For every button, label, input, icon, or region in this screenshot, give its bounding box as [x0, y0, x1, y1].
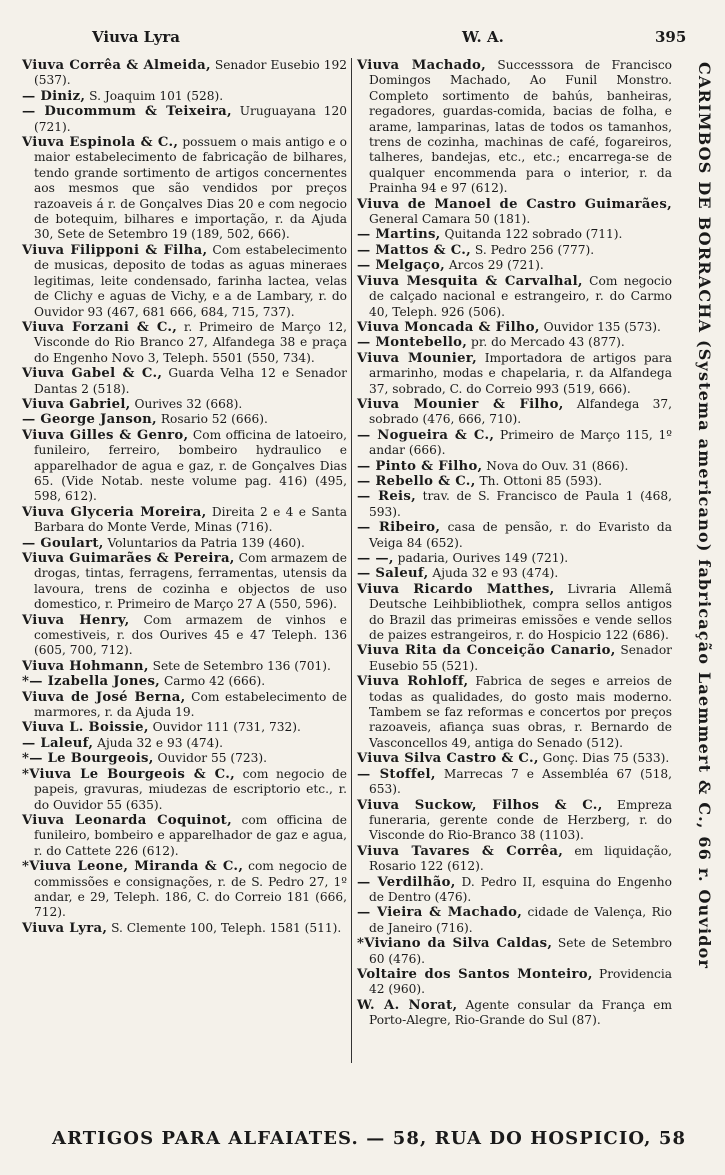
entry-text: casa de pensão, r. do Evaristo da Veiga 84 (652). — [369, 520, 672, 550]
entry-name: Viuva Mounier, — [357, 350, 477, 366]
entry-name: Viuva Gilles & Genro, — [22, 427, 189, 443]
entry-text: Guarda Velha 12 e Senador Dantas 2 (518). — [34, 366, 347, 396]
entry-name: — Ribeiro, — [357, 520, 441, 536]
directory-entry — [357, 967, 672, 998]
entry-text: Carmo 42 (666). — [160, 674, 266, 689]
directory-entry — [22, 135, 347, 243]
entry-name: — Rebello & C., — [357, 473, 476, 489]
entry-text: Com negocio de calçado nacional e estrangeiro, r. do Carmo 40, Teleph. 926 (506). — [369, 273, 672, 319]
entry-name: — Saleuf, — [357, 566, 429, 582]
left-column — [22, 58, 352, 1063]
directory-entry — [22, 736, 347, 751]
entry-text: Com armazem de drogas, tintas, ferragens, ferramentas, utensis da lavoura, trens de cozinha e objectos de uso domestico, r. Primeiro de Março 27 A (550, 596). — [34, 551, 347, 612]
entry-text: Ouvidor 111 (731, 732). — [148, 720, 301, 735]
entry-name: Viuva Suckow, Filhos & C., — [357, 797, 603, 813]
entry-text: Com estabelecimento de marmores, r. da Ajuda 19. — [34, 689, 347, 720]
entry-name: *Viviano da Silva Caldas, — [357, 936, 553, 952]
directory-entry — [357, 674, 672, 751]
directory-entry — [22, 320, 347, 366]
right-column — [357, 58, 672, 1029]
directory-entry — [22, 536, 347, 551]
entry-text: Senador Eusebio 192 (537). — [34, 58, 347, 88]
entry-text: Ouvidor 55 (723). — [153, 751, 268, 766]
entry-text: Rosario 52 (666). — [156, 412, 268, 427]
directory-entry — [22, 674, 347, 689]
entry-text: Uruguayana 120 (721). — [34, 104, 348, 134]
entry-text: Alfandega 37, sobrado (476, 666, 710). — [369, 396, 673, 427]
entry-text: Sete de Setembro 136 (701). — [148, 658, 331, 673]
entry-text: com negocio de commissões e consignações, r. de S. Pedro 27, 1º andar, e 29, Teleph. 186, C. do Correio 181 (666, 712). — [34, 859, 347, 920]
entry-name: Viuva Rita da Conceição Canario, — [357, 643, 616, 659]
entry-name: — Nogueira & C., — [357, 427, 495, 443]
directory-entry — [357, 751, 672, 766]
entry-name: — Montebello, — [357, 335, 468, 351]
directory-entry — [22, 428, 347, 505]
directory-entry — [357, 197, 672, 228]
entry-name: — Vieira & Machado, — [357, 905, 523, 921]
entry-text: S. Joaquim 101 (528). — [85, 88, 224, 103]
entry-name: — George Janson, — [22, 412, 157, 428]
directory-entry — [357, 582, 672, 644]
entry-name: Viuva Glyceria Moreira, — [22, 504, 207, 520]
directory-entry — [357, 798, 672, 844]
entry-name: Viuva Leonarda Coquinot, — [22, 812, 232, 828]
entry-name: — Stoffel, — [357, 766, 436, 782]
entry-name: Viuva Gabriel, — [22, 396, 131, 412]
directory-entry — [22, 397, 347, 412]
entry-name: Viuva Mounier & Filho, — [357, 396, 564, 412]
directory-entry — [357, 243, 672, 258]
entry-name: Viuva Corrêa & Almeida, — [22, 58, 211, 73]
side-banner-text: CARIMBOS DE BORRACHA (Systema americano) fabricação Laemmert & C., 66 r. Ouvidor — [695, 62, 714, 970]
entry-text: Direita 2 e 4 e Santa Barbara do Monte Verde, Minas (716). — [34, 504, 347, 535]
entry-name: Viuva Guimarães & Pereira, — [22, 551, 235, 566]
entry-text: com officina de funileiro, bombeiro e apparelhador de gaz e agua, r. do Cattete 226 (612). — [34, 812, 347, 858]
directory-entry — [357, 227, 672, 242]
entry-text: Ajuda 32 e 93 (474). — [428, 566, 559, 581]
entry-text: trav. de S. Francisco de Paula 1 (468, 593). — [369, 489, 672, 519]
entry-text: D. Pedro II, esquina do Engenho de Dentro (476). — [369, 874, 672, 904]
entry-text: Marrecas 7 e Assembléa 67 (518, 653). — [369, 766, 672, 797]
entry-name: Viuva Silva Castro & C., — [357, 751, 539, 767]
header-left: Viuva Lyra — [92, 28, 180, 46]
entry-name: Viuva Gabel & C., — [22, 366, 163, 382]
page-header — [0, 28, 725, 52]
entry-text: General Camara 50 (181). — [369, 212, 531, 227]
entry-text: S. Clemente 100, Teleph. 1581 (511). — [107, 920, 342, 935]
entry-text: Providencia 42 (960). — [369, 966, 672, 997]
entry-name: Viuva L. Boissie, — [22, 720, 149, 736]
header-center: W. A. — [462, 28, 504, 46]
directory-entry — [22, 89, 347, 104]
entry-name: Viuva Ricardo Matthes, — [357, 581, 555, 597]
directory-entry — [357, 875, 672, 906]
entry-text: padaria, Ourives 149 (721). — [393, 551, 569, 565]
entry-name: — Pinto & Filho, — [357, 458, 483, 474]
entry-text: Gonç. Dias 75 (533). — [538, 751, 670, 766]
directory-entry — [357, 274, 672, 320]
entry-name: — Verdilhão, — [357, 874, 456, 890]
directory-entry — [22, 613, 347, 659]
directory-entry — [22, 551, 347, 613]
directory-entry — [22, 720, 347, 735]
directory-entry — [357, 258, 672, 273]
entry-name: — Goulart, — [22, 535, 104, 551]
entry-name: — Ducommum & Teixeira, — [22, 104, 232, 120]
directory-entry — [357, 520, 672, 551]
entry-name: — Laleuf, — [22, 735, 94, 751]
directory-entry — [357, 58, 672, 197]
side-advertisement — [680, 62, 720, 1062]
entry-name: *— Izabella Jones, — [22, 674, 161, 690]
entry-text: Empreza funeraria, gerente conde de Herzberg, r. do Visconde do Rio-Branco 38 (1103). — [369, 797, 672, 843]
entry-text: Com estabelecimento de musicas, deposito de todas as aguas mineraes legitimas, leite condensado, farinha lactea, velas de Clichy e aguas de Vichy, e a de Lambary, r. do Ouvidor 93 (467, 681 666, 684, 715, 737). — [34, 242, 347, 319]
entry-name: *— Le Bourgeois, — [22, 751, 154, 767]
directory-entry — [22, 859, 347, 921]
directory-entry — [22, 767, 347, 813]
entry-text: Agente consular da França em Porto-Alegre, Rio-Grande do Sul (87). — [369, 997, 672, 1028]
entry-text: em liquidação, Rosario 122 (612). — [369, 843, 672, 874]
entry-text: Livraria Allemã Deutsche Leihbibliothek, compra sellos antigos do Brazil das primeiras emissões e vende sellos de paizes estrangeiros, r. do Hospicio 122 (686). — [369, 581, 673, 643]
entry-name: Viuva de Manoel de Castro Guimarães, — [357, 196, 672, 212]
entry-name: Viuva Rohloff, — [357, 674, 469, 690]
directory-entry — [357, 397, 672, 428]
entry-name: W. A. Norat, — [357, 997, 458, 1013]
entry-text: Importadora de artigos para armarinho, modas e chapelaria, r. da Alfandega 37, sobrado, C. do Correio 993 (519, 666). — [369, 350, 672, 396]
entry-name: — —, — [357, 551, 394, 566]
directory-entry — [357, 905, 672, 936]
directory-entry — [357, 936, 672, 967]
directory-entry — [357, 551, 672, 566]
entry-name: Voltaire dos Santos Monteiro, — [357, 966, 593, 982]
directory-entry — [22, 505, 347, 536]
entry-name: Viuva Tavares & Corrêa, — [357, 843, 564, 859]
entry-text: Sete de Setembro 60 (476). — [369, 936, 672, 966]
directory-entry — [22, 104, 347, 135]
entry-name: Viuva de José Berna, — [22, 689, 186, 705]
entry-text: r. Primeiro de Março 12, Visconde do Rio Branco 27, Alfandega 38 e praça do Engenho Novo 3, Teleph. 5501 (550, 734). — [34, 319, 347, 365]
entry-name: Viuva Machado, — [357, 58, 487, 73]
entry-name: Viuva Filipponi & Filha, — [22, 242, 208, 258]
entry-text: S. Pedro 256 (777). — [471, 242, 595, 257]
directory-entry — [357, 335, 672, 350]
directory-entry — [357, 566, 672, 581]
directory-entry — [357, 320, 672, 335]
directory-entry — [357, 767, 672, 798]
entry-name: — Melgaço, — [357, 258, 445, 274]
footer-advertisement: ARTIGOS PARA ALFAIATES. — 58, RUA DO HOSPICIO, 58 — [52, 1128, 687, 1149]
entry-text: pr. do Mercado 43 (877). — [467, 335, 625, 350]
entry-name: Viuva Henry, — [22, 612, 130, 628]
entry-name: Viuva Mesquita & Carvalhal, — [357, 273, 583, 289]
entry-text: Voluntarios da Patria 139 (460). — [103, 535, 305, 550]
entry-text: Ajuda 32 e 93 (474). — [93, 735, 224, 750]
entry-text: Quitanda 122 sobrado (711). — [440, 227, 623, 242]
directory-entry — [22, 366, 347, 397]
entry-name: *Viuva Le Bourgeois & C., — [22, 766, 236, 782]
entry-text: Nova do Ouv. 31 (866). — [482, 458, 629, 473]
entry-text: Ouvidor 135 (573). — [539, 319, 661, 334]
entry-text: Successsora de Francisco Domingos Machado, Ao Funil Monstro. Completo sortimento de bahús, banheiras, regadores, guardas-comida, bacias de folha, e arame, lamparinas, latas de todos os tamanhos, trens de cozinha, machinas de café, fogareiros, talheres, bandejas, etc., etc.; encarrega-se de qualquer encommenda para o interior, r. da Prainha 94 e 97 (612). — [369, 58, 672, 196]
entry-name: Viuva Lyra, — [22, 920, 108, 936]
entry-text: Primeiro de Março 115, 1º andar (666). — [369, 427, 672, 458]
directory-entry — [357, 428, 672, 459]
entry-name: — Mattos & C., — [357, 242, 472, 258]
entry-text: Ourives 32 (668). — [130, 396, 243, 411]
entry-text: cidade de Valença, Rio de Janeiro (716). — [369, 905, 672, 935]
entry-name: — Reis, — [357, 489, 416, 505]
page-number: 395 — [655, 28, 687, 46]
directory-entry — [22, 813, 347, 859]
entry-text: Com officina de latoeiro, funileiro, ferreiro, bombeiro hydraulico e apparelhador de agua e gaz, r. de Gonçalves Dias 65. (Vide Notab. neste volume pag. 416) (495, 598, 612). — [34, 427, 347, 504]
directory-entry — [357, 844, 672, 875]
directory-entry — [357, 459, 672, 474]
entry-name: *Viuva Leone, Miranda & C., — [22, 859, 244, 875]
entry-name: — Diniz, — [22, 88, 86, 104]
entry-name: Viuva Moncada & Filho, — [357, 319, 540, 335]
directory-entry — [22, 412, 347, 427]
directory-entry — [22, 751, 347, 766]
entry-text: Fabrica de seges e arreios de todas as qualidades, do gosto mais moderno. Tambem se faz reformas e concertos por preços razoaveis, afiança suas obras, r. Bernardo de Vasconcellos 49, antiga do Senado (512). — [369, 674, 672, 750]
directory-entry — [357, 474, 672, 489]
entry-text: Senador Eusebio 55 (521). — [369, 643, 672, 673]
directory-entry — [357, 643, 672, 674]
directory-entry — [357, 998, 672, 1029]
entry-text: Arcos 29 (721). — [444, 258, 544, 273]
entry-name: — Martins, — [357, 227, 441, 243]
entry-name: Viuva Forzani & C., — [22, 319, 178, 335]
directory-entry — [357, 489, 672, 520]
entry-text: Com armazem de vinhos e comestiveis, r. dos Ourives 45 e 47 Teleph. 136 (605, 700, 712). — [34, 612, 348, 658]
directory-entry — [357, 351, 672, 397]
entry-name: Viuva Espinola & C., — [22, 135, 179, 151]
directory-entry — [22, 921, 347, 936]
directory-entry — [22, 690, 347, 721]
entry-text: Th. Ottoni 85 (593). — [475, 473, 602, 488]
directory-entry — [22, 58, 347, 89]
entry-name: Viuva Hohmann, — [22, 658, 149, 674]
directory-entry — [22, 243, 347, 320]
entry-text: possuem o mais antigo e o maior estabelecimento de fabricação de bilhares, tendo grande sortimento de artigos concernentes aos mesmos que são vendidos por preços razoaveis á r. de Gonçalves Dias 20 e com negocio de botequim, bilhares e importação, r. da Ajuda 30, Sete de Setembro 19 (189, 502, 666). — [34, 135, 347, 242]
directory-entry — [22, 659, 347, 674]
entry-text: com negocio de papeis, gravuras, miudezas de escriptorio etc., r. do Ouvidor 55 (635). — [34, 766, 347, 812]
